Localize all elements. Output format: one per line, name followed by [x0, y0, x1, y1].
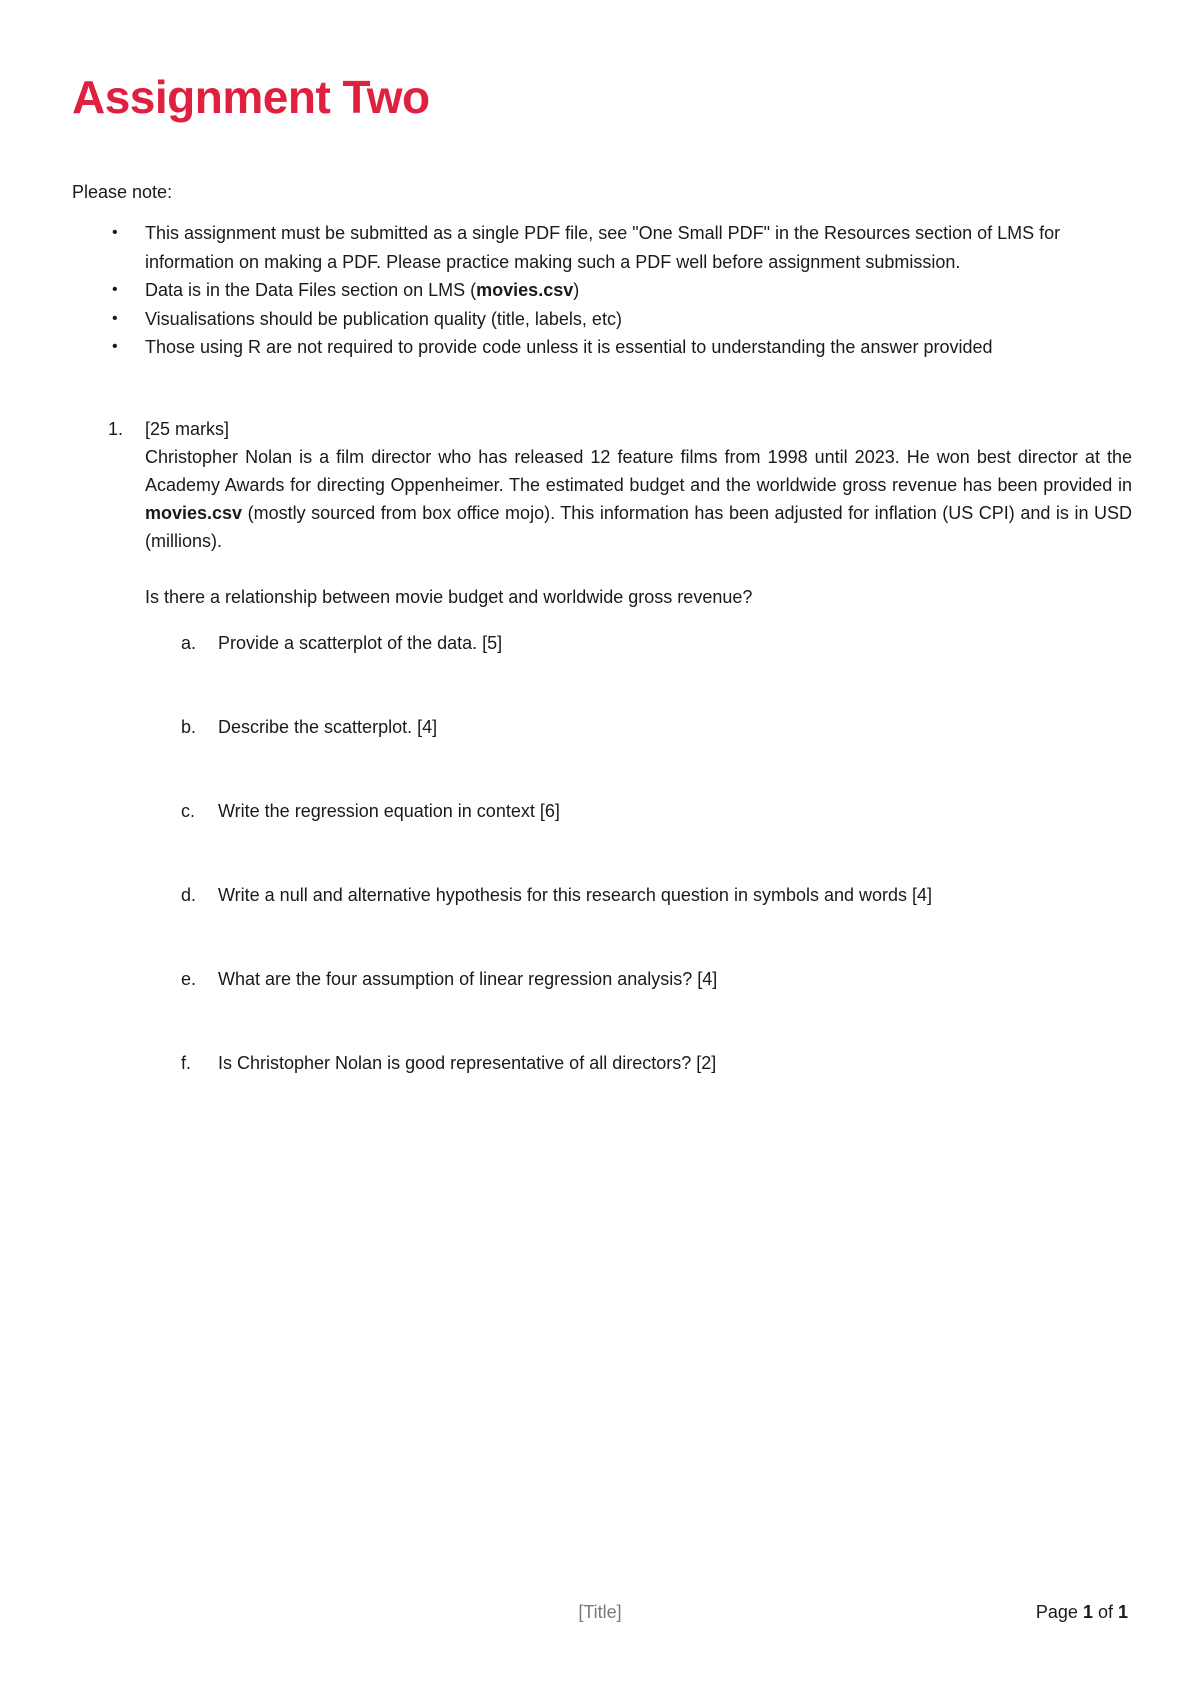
note-text: Those using R are not required to provide code unless it is essential to understanding the answer provided — [145, 337, 993, 357]
note-item — [72, 219, 1132, 276]
subpart-letter: b. — [181, 717, 197, 737]
page-number — [1036, 1602, 1128, 1623]
notes-list — [72, 219, 1132, 362]
page-title: Assignment Two — [72, 71, 430, 123]
subpart-letter: d. — [181, 885, 197, 905]
question-body — [145, 415, 1132, 1133]
page-of: of — [1092, 1602, 1118, 1622]
subpart-item — [145, 965, 1132, 1049]
subpart-item — [145, 881, 1132, 965]
bullet-icon: • — [112, 281, 118, 298]
question-intro — [145, 443, 1132, 555]
bullet-icon: • — [112, 309, 118, 327]
page-prefix: Page — [1035, 1602, 1083, 1622]
subpart-letter: e. — [181, 969, 197, 989]
subpart-text: Provide a scatterplot of the data. [5] — [218, 633, 503, 653]
subpart-text: Describe the scatterplot. [4] — [218, 717, 438, 737]
note-item — [72, 276, 1132, 305]
question-intro-text: Christopher Nolan is a film director who has released 12 feature films from 1998 until 2023. He won best director at the Academy Awards for directing Oppenheimer. The estimated budget and the worldwide gross revenue has been provided in — [145, 447, 1132, 495]
subpart-item — [145, 1049, 1132, 1133]
page-current: 1 — [1082, 1602, 1093, 1622]
research-question: Is there a relationship between movie budget and worldwide gross revenue? — [145, 587, 753, 607]
filename-bold: movies.csv — [476, 280, 574, 300]
subpart-letter: f. — [181, 1053, 192, 1073]
subpart-letter: a. — [181, 633, 197, 653]
footer-title: [Title] — [578, 1602, 622, 1622]
question-1 — [72, 415, 1132, 1133]
subpart-item — [145, 797, 1132, 881]
note-text: Data is in the Data Files section on LMS ( — [145, 280, 477, 300]
subpart-item — [145, 629, 1132, 713]
note-item — [72, 333, 1132, 362]
subpart-text: What are the four assumption of linear regression analysis? [4] — [218, 969, 718, 989]
bullet-icon: • — [112, 338, 118, 355]
bullet-icon: • — [112, 224, 118, 241]
subpart-text: Write the regression equation in context [6] — [218, 801, 560, 821]
subparts-list — [145, 629, 1132, 1133]
question-number: 1. — [108, 419, 124, 439]
subpart-text: Is Christopher Nolan is good representative of all directors? [2] — [218, 1053, 717, 1073]
question-intro-text-end: (mostly sourced from box office mojo). This information has been adjusted for inflation (US CPI) and is in USD (millions). — [145, 503, 1132, 551]
page-total: 1 — [1117, 1602, 1128, 1622]
note-label: Please note: — [72, 182, 173, 202]
note-text: Visualisations should be publication quality (title, labels, etc) — [145, 308, 622, 329]
subpart-letter: c. — [181, 801, 196, 821]
filename-bold: movies.csv — [145, 503, 243, 523]
note-text-end: ) — [573, 280, 580, 300]
subpart-text: Write a null and alternative hypothesis for this research question in symbols and words [4] — [218, 885, 933, 905]
note-item — [72, 305, 1132, 334]
question-marks: [25 marks] — [145, 419, 230, 439]
note-text: This assignment must be submitted as a single PDF file, see "One Small PDF" in the Resources section of LMS for information on making a PDF. Please practice making such a PDF well before assignment submission. — [145, 223, 1061, 272]
subpart-item — [145, 713, 1132, 797]
